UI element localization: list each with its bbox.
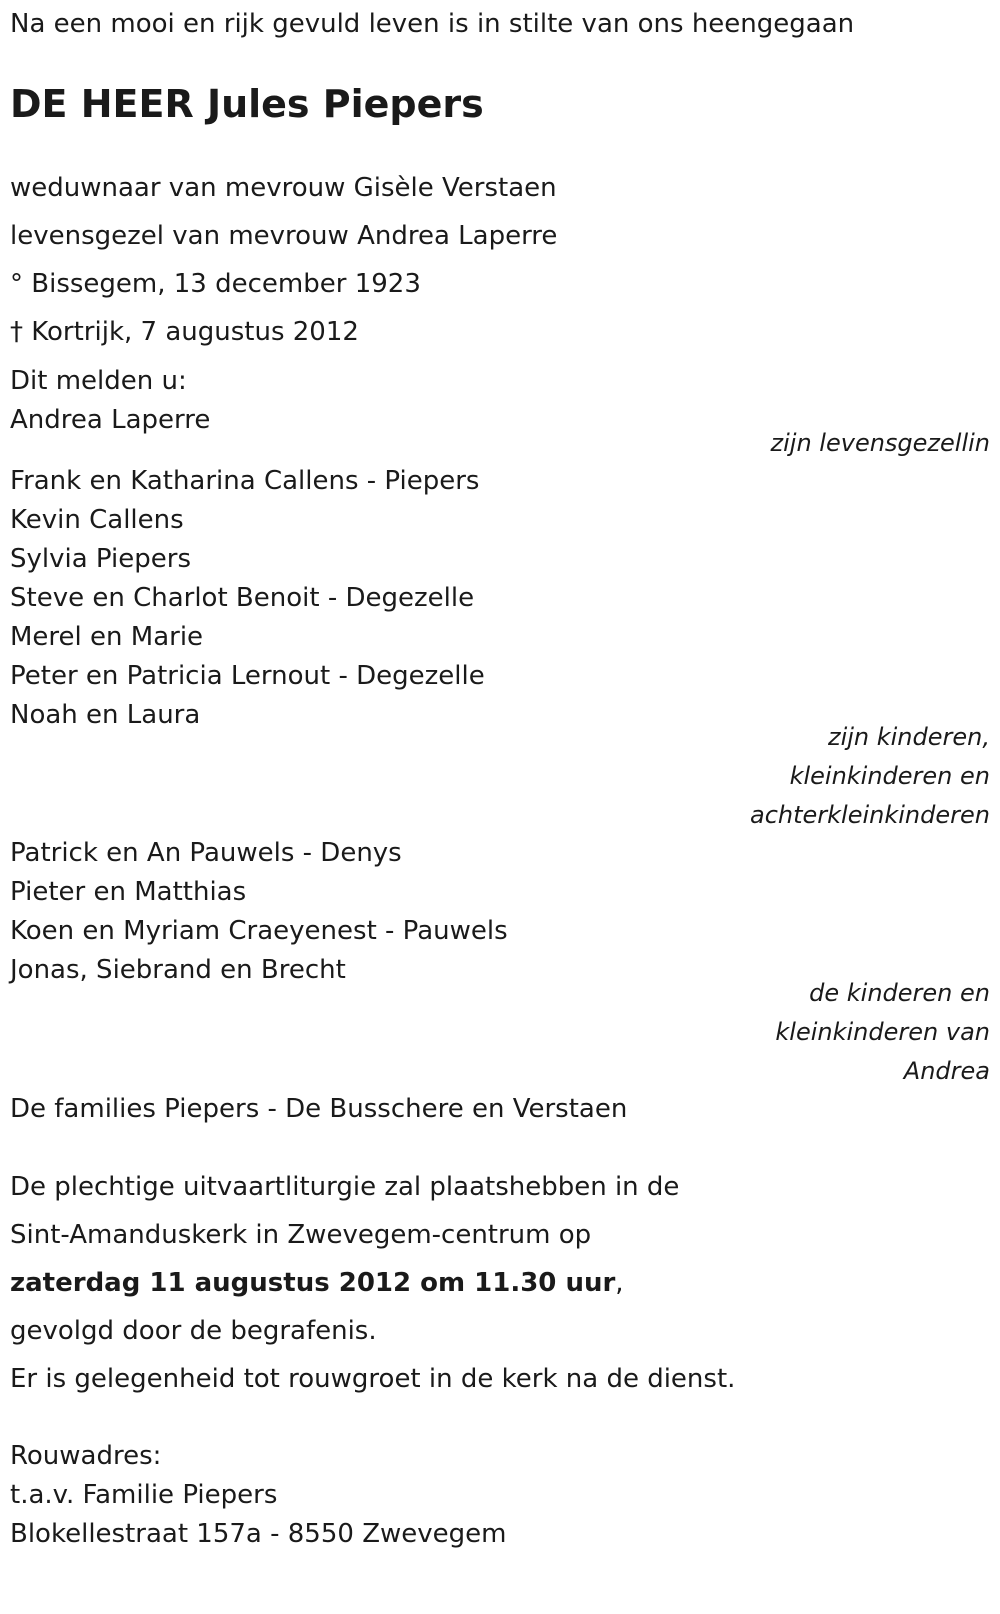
service-date xyxy=(10,1265,624,1301)
intro-text: Na een mooi en rijk gevuld leven is in stilte van ons heengegaan xyxy=(10,9,855,39)
death-line: † Kortrijk, 7 augustus 2012 xyxy=(10,317,359,347)
families-line: De families Piepers - De Busschere en Verstaen xyxy=(10,1094,628,1124)
service-date-suffix: , xyxy=(615,1268,624,1298)
relationship-label: de kinderen en xyxy=(809,979,990,1007)
announce-label: Dit melden u: xyxy=(10,366,187,396)
widower-of: weduwnaar van mevrouw Gisèle Verstaen xyxy=(10,173,557,203)
mourner-name: Jonas, Siebrand en Brecht xyxy=(10,955,346,985)
life-partner-of: levensgezel van mevrouw Andrea Laperre xyxy=(10,221,558,251)
mourner-name: Koen en Myriam Craeyenest - Pauwels xyxy=(10,916,508,946)
address-label: Rouwadres: xyxy=(10,1441,162,1471)
mourner-name: Merel en Marie xyxy=(10,622,204,652)
address-line: t.a.v. Familie Piepers xyxy=(10,1480,278,1510)
mourner-name: Noah en Laura xyxy=(10,700,201,730)
service-line-4: gevolgd door de begrafenis. xyxy=(10,1316,377,1346)
mourner-name: Steve en Charlot Benoit - Degezelle xyxy=(10,583,475,613)
deceased-name: DE HEER Jules Piepers xyxy=(10,82,484,126)
mourner-name: Pieter en Matthias xyxy=(10,877,247,907)
mourner-name: Andrea Laperre xyxy=(10,405,211,435)
service-line-5: Er is gelegenheid tot rouwgroet in de kerk na de dienst. xyxy=(10,1364,736,1394)
mourner-name: Kevin Callens xyxy=(10,505,184,535)
mourner-name: Patrick en An Pauwels - Denys xyxy=(10,838,402,868)
relationship-label: Andrea xyxy=(903,1057,990,1085)
service-line-1: De plechtige uitvaartliturgie zal plaatshebben in de xyxy=(10,1172,680,1202)
mourner-name: Peter en Patricia Lernout - Degezelle xyxy=(10,661,485,691)
mourner-name: Sylvia Piepers xyxy=(10,544,191,574)
relationship-label: achterkleinkinderen xyxy=(750,801,990,829)
relationship-label: kleinkinderen en xyxy=(789,762,990,790)
relationship-label: kleinkinderen van xyxy=(775,1018,990,1046)
relationship-label: zijn kinderen, xyxy=(827,723,990,751)
mourner-name: Frank en Katharina Callens - Piepers xyxy=(10,466,480,496)
relationship-label: zijn levensgezellin xyxy=(770,429,990,457)
birth-line: ° Bissegem, 13 december 1923 xyxy=(10,269,421,299)
address-line: Blokellestraat 157a - 8550 Zwevegem xyxy=(10,1519,507,1549)
service-date-bold: zaterdag 11 augustus 2012 om 11.30 uur xyxy=(10,1268,616,1298)
service-line-2: Sint-Amanduskerk in Zwevegem-centrum op xyxy=(10,1220,592,1250)
